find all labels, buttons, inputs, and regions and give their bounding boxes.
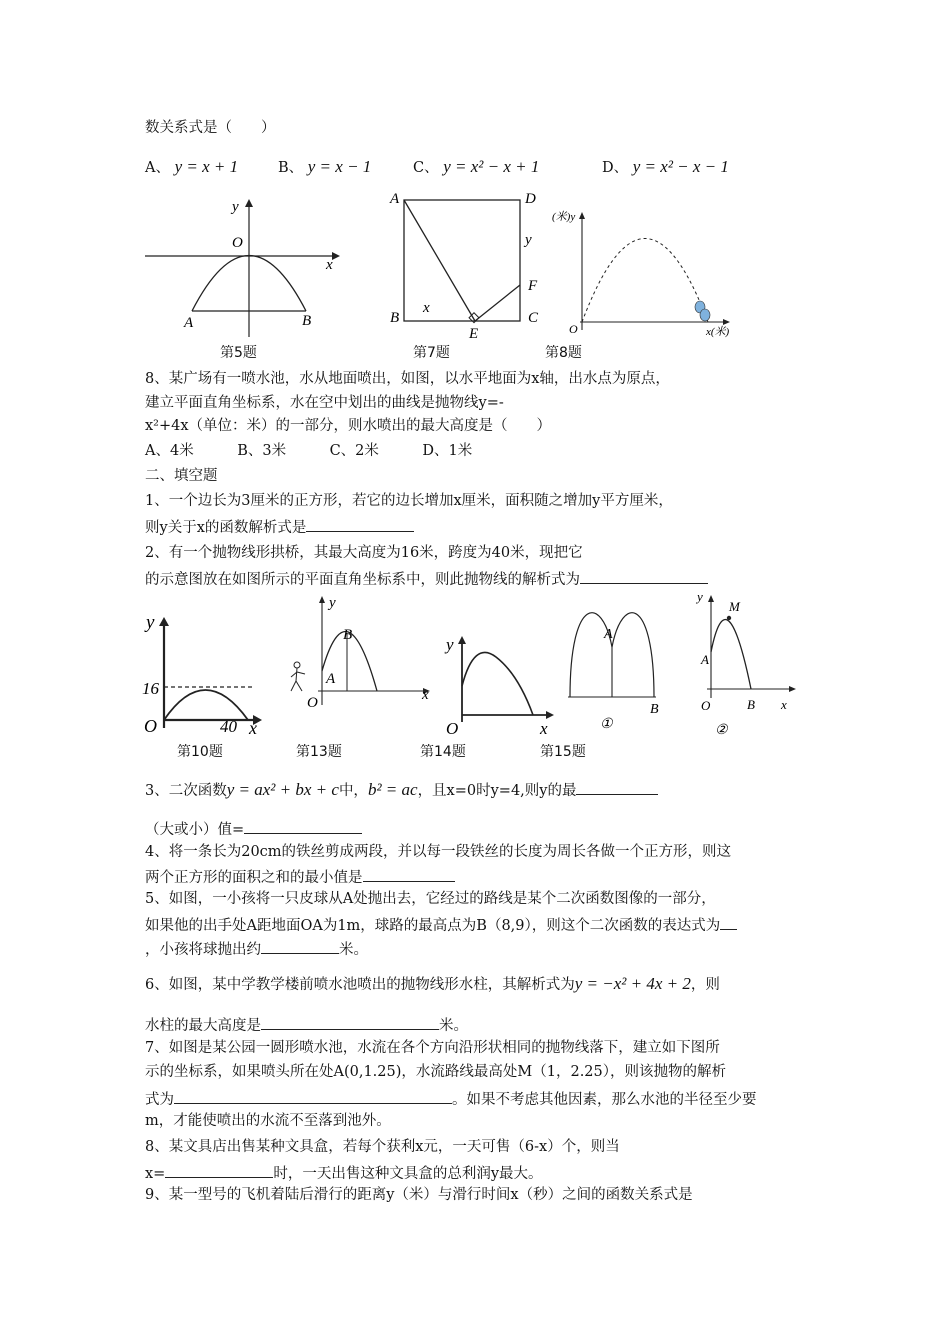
fig15b-m-label: M — [729, 599, 740, 614]
q7-option-a: A、 y = x + 1 — [145, 157, 239, 176]
f4-line2: 两个正方形的面积之和的最小值是 — [145, 865, 455, 888]
q8-line2: 建立平面直角坐标系，水在空中划出的曲线是抛物线y=- — [145, 395, 504, 411]
fig5-caption: 第5题 — [220, 345, 257, 361]
figure-5 — [140, 195, 340, 345]
f8-line1: 8、某文具店出售某种文具盒，若每个获利x元，一天可售（6-x）个，则当 — [145, 1139, 620, 1155]
figure-8 — [550, 205, 740, 340]
f7-line4: m，才能使喷出的水流不至落到池外。 — [145, 1113, 391, 1129]
fig10-width-label: 40 — [220, 717, 237, 736]
f7-line1: 7、如图是某公园一圆形喷水池，水流在各个方向沿形状相同的抛物线落下，建立如下图所 — [145, 1040, 720, 1056]
f2-answer-blank[interactable] — [580, 567, 708, 584]
f6-line1: 6、如图，某中学教学楼前喷水池喷出的抛物线形水柱，其解析式为y = −x² + 4x + 2，则 — [145, 974, 720, 993]
fig7-f-label: F — [528, 278, 538, 294]
fig8-caption: 第8题 — [545, 345, 582, 361]
f3-blank-1[interactable] — [576, 778, 658, 795]
fig7-c-label: C — [528, 310, 539, 326]
f7-line3: 式为 。如果不考虑其他因素，那么水池的半径至少要 — [145, 1087, 757, 1110]
figure-15-left — [560, 600, 670, 740]
q7-tail: 数关系式是（ ） — [145, 120, 276, 136]
fig10-caption: 第10题 — [177, 744, 223, 760]
fig15b-num-label: ② — [715, 723, 728, 738]
q8-line3: x²+4x（单位：米）的一部分，则水喷出的最大高度是（ ） — [145, 418, 552, 434]
fig7-e-label: E — [469, 326, 479, 342]
f5-line2: 如果他的出手处A距地面OA为1m，球路的最高点为B（8,9），则这个二次函数的表达式为 — [145, 913, 737, 936]
f5-line3: ，小孩将球抛出约 米。 — [145, 937, 368, 960]
f7-answer-blank[interactable] — [174, 1087, 452, 1104]
f3-line2: （大或小）值= — [145, 817, 362, 840]
fig15-caption: 第15题 — [540, 744, 586, 760]
fig10-y-label: y — [146, 612, 155, 633]
figure-7 — [385, 190, 550, 350]
section-title-fill-blanks: 二、填空题 — [145, 468, 218, 484]
fig15b-origin-label: O — [701, 698, 711, 713]
f5-line1: 5、如图，一小孩将一只皮球从A处抛出去，它经过的路线是某个二次函数图像的一部分， — [145, 891, 716, 907]
fig5-a-label: A — [184, 315, 194, 331]
fig15b-x-label: x — [781, 697, 787, 712]
fig7-x-label: x — [423, 300, 430, 316]
f4-line1: 4、将一条长为20cm的铁丝剪成两段，并以每一段铁丝的长度为周长各做一个正方形，则这 — [145, 844, 732, 860]
f1-line2: 则y关于x的函数解析式是 — [145, 515, 414, 538]
fig13-origin-label: O — [307, 695, 318, 711]
fig14-caption: 第14题 — [420, 744, 466, 760]
fig5-b-label: B — [302, 313, 312, 329]
fig15b-b-label: B — [747, 697, 755, 712]
fig14-origin-label: O — [446, 719, 459, 738]
f6-line2: 水柱的最大高度是 米。 — [145, 1013, 468, 1036]
q7-option-c: C、 y = x² − x + 1 — [413, 157, 540, 176]
fig8-x-label: x(米) — [706, 326, 730, 338]
f2-line2: 的示意图放在如图所示的平面直角坐标系中，则此抛物线的解析式为 — [145, 567, 708, 590]
fig13-y-label: y — [329, 595, 336, 611]
f3-line1: 3、二次函数y = ax² + bx + c中，b² = ac，且x=0时y=4,则y的最 — [145, 778, 658, 801]
f1-answer-blank[interactable] — [306, 515, 414, 532]
f9-line1: 9、某一型号的飞机着陆后滑行的距离y（米）与滑行时间x（秒）之间的函数关系式是 — [145, 1187, 693, 1203]
f5-blank-1[interactable] — [720, 913, 737, 930]
f4-answer-blank[interactable] — [363, 865, 455, 882]
fig15b-y-label: y — [697, 589, 703, 604]
fig14-x-label: x — [540, 719, 548, 738]
figure-14 — [438, 630, 558, 740]
fig10-origin-label: O — [144, 716, 157, 736]
fig10-height-label: 16 — [142, 679, 159, 698]
fig15-num-label: ① — [600, 717, 613, 732]
f3-blank-2[interactable] — [244, 817, 362, 834]
fig13-a-label: A — [326, 671, 336, 687]
fig10-x-label: x — [249, 718, 257, 738]
f5-blank-2[interactable] — [261, 937, 339, 954]
f8-line2: x= 时，一天出售这种文具盒的总利润y最大。 — [145, 1161, 543, 1184]
q8-line1: 8、某广场有一喷水池，水从地面喷出，如图，以水平地面为x轴，出水点为原点， — [145, 371, 670, 387]
fig7-a-label: A — [390, 191, 400, 207]
fig5-origin-label: O — [232, 235, 243, 251]
q7-option-d: D、 y = x² − x − 1 — [602, 157, 729, 176]
fig15-b-label: B — [650, 702, 659, 717]
fig8-y-label: (米)y — [552, 211, 576, 223]
q7-option-b: B、 y = x − 1 — [278, 157, 372, 176]
fig13-caption: 第13题 — [296, 744, 342, 760]
f2-line1: 2、有一个抛物线形拱桥，其最大高度为16米，跨度为40米，现把它 — [145, 545, 583, 561]
fig7-b-label: B — [390, 310, 400, 326]
f8-answer-blank[interactable] — [165, 1161, 273, 1178]
fig14-y-label: y — [446, 635, 454, 654]
fig13-x-label: x — [422, 687, 429, 703]
fig5-x-label: x — [326, 257, 333, 273]
fig8-origin-label: O — [569, 322, 578, 336]
figure-13 — [285, 595, 435, 720]
fig5-y-label: y — [232, 199, 239, 215]
f7-line2: 示的坐标系，如果喷头所在处A(0,1.25)，水流路线最高处M（1，2.25），则该抛物的解析 — [145, 1064, 727, 1080]
figure-10 — [140, 610, 270, 740]
fig7-y-label: y — [525, 232, 532, 248]
fig15-a-label: A — [604, 627, 613, 642]
fig15b-a-label: A — [701, 652, 709, 667]
q8-options: A、4米 B、3米 C、2米 D、1米 — [145, 443, 473, 459]
fig7-caption: 第7题 — [413, 345, 450, 361]
figure-15-right — [695, 590, 805, 740]
fig13-b-label: B — [343, 627, 353, 643]
f1-line1: 1、一个边长为3厘米的正方形，若它的边长增加x厘米，面积随之增加y平方厘米， — [145, 493, 673, 509]
f6-answer-blank[interactable] — [261, 1013, 439, 1030]
fig7-d-label: D — [525, 191, 536, 207]
